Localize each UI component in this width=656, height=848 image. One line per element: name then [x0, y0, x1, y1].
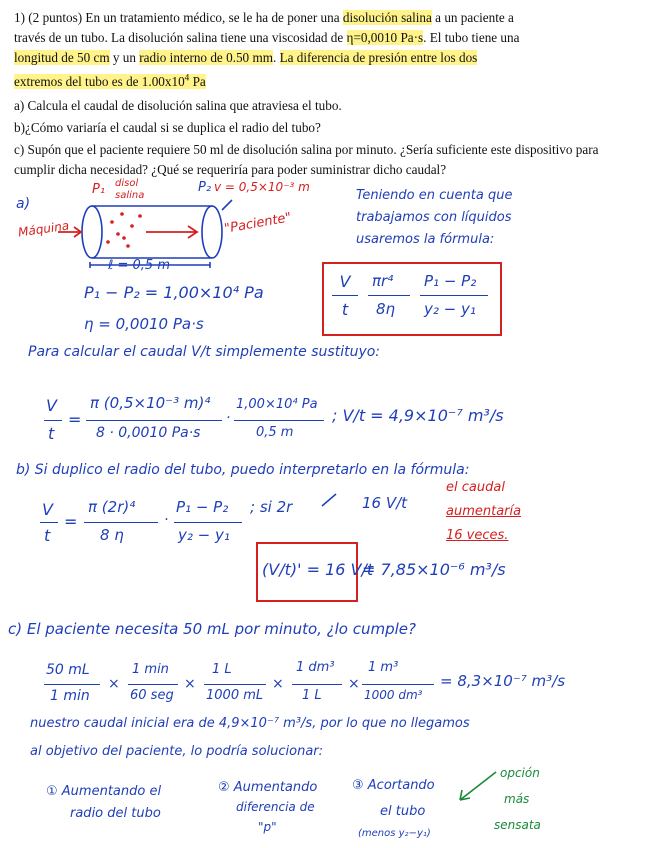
c-equals: = 8,3×10⁻⁷ m³/s — [440, 672, 566, 690]
problem-line-4: extremos del tubo es de $1.00x10^4$ Pa — [14, 73, 206, 90]
option-2-line-3: "p" — [258, 820, 277, 834]
note-line-3: usaremos la fórmula: — [356, 232, 495, 247]
c-f5-den: 1000 dm³ — [364, 688, 423, 702]
c-f5-num: 1 m³ — [368, 660, 399, 675]
option-3-line-3: (menos y₂−y₁) — [358, 828, 431, 839]
option-1-line-1: ① Aumentando el — [46, 784, 162, 799]
calc-t: t — [48, 424, 55, 443]
b-caudal-1: el caudal — [446, 480, 505, 495]
b-numerator-2: P₁ − P₂ — [176, 498, 229, 516]
green-note-3: sensata — [494, 818, 541, 832]
salina-label: salina — [115, 190, 145, 201]
pressure-difference: P₁ − P₂ = 1,00×10⁴ Pa — [84, 283, 264, 302]
formula-pir4: πr⁴ — [372, 272, 394, 290]
document-page: 1) (2 puntos) En un tratamiento médico, se le ha de poner una disolución salina a un paciente a través de un tubo. La disolución salina tiene una viscosidad de η=0,0010 Pa·s. El tubo tiene una longitud de 50 cm y un radio interno de 0.50 mm. La diferencia de presión entre los dos extremos del tubo es de $1.00x10^4$ Pa a) Calcula el caudal de disolución salina que atraviesa el tubo. b)¿Cómo variaría el caudal si se duplica el radio del tubo? c) Supón que el paciente requiere 50 ml de disolución salina por minuto. ¿Sería suficiente este dispositivo para cumplir dicha necesidad? ¿Qué se requeriría para poder suministrar dicho caudal? a) Máquina P₁ disol salina P₂ v = 0,5×10⁻³ m "Paciente" ℓ = 0,5 m P₁ − P₂ = 1,00×10⁴ Pa η = 0,0010 Pa·s Teniendo en cuenta que trabajamos con líquidos usaremos la fórmula: V t πr⁴ 8η P₁ − P₂ y₂ − y₁ Para calcular el caudal V/t simplemente sustituyo: V t = π (0,5×10⁻³ m)⁴ 8 · 0,0010 Pa·s · 1,00×10⁴ Pa 0,5 m ; V/t = 4,9×10⁻⁷ m³/s b) Si duplico el radio del tubo, puedo interpretarlo en la fórmula: V t = π (2r)⁴ 8 η · P₁ − P₂ y₂ − y₁ ; si 2r 16 V/t el caudal aumentaría 16 veces. (V/t)' = 16 V/t = 7,85×10⁻⁶ m³/s c) El paciente necesita 50 mL por minuto, ¿lo cumple? 50 mL 1 min × 1 min 60 seg × 1 L 1000 mL × 1 dm³ 1 L × 1 m³ 1000 dm³ = 8,3×10⁻⁷ m³/s nuestro caudal inicial era de 4,9×10⁻⁷ m³/s, por lo que no llegamos al objetivo del paciente, lo podría solucionar: ① Aumentando el radio del tubo ② Aumentando diferencia de "p" ③ Acortando el tubo (menos y₂−y₁) opción más sensata — [0, 0, 656, 848]
formula-8eta: 8η — [376, 300, 396, 318]
b-denominator: 8 η — [100, 526, 124, 544]
question-b: b)¿Cómo variaría el caudal si se duplica el radio del tubo? — [14, 120, 321, 136]
b-16vt: 16 V/t — [362, 494, 408, 512]
b-denominator-2: y₂ − y₁ — [178, 526, 230, 544]
b-caudal-2: aumentaría — [446, 504, 522, 519]
calc-result: ; V/t = 4,9×10⁻⁷ m³/s — [332, 406, 504, 425]
b-si-2r: ; si 2r — [250, 498, 293, 516]
c-f4-num: 1 dm³ — [296, 660, 335, 675]
calc-numerator-2: 1,00×10⁴ Pa — [236, 397, 318, 412]
maquina-label: Máquina — [17, 218, 70, 240]
b-numerator: π (2r)⁴ — [88, 498, 136, 516]
p1-label: P₁ — [92, 182, 106, 197]
formula-t: t — [341, 300, 349, 319]
note-line-1: Teniendo en cuenta que — [356, 188, 513, 203]
radius-value: v = 0,5×10⁻³ m — [214, 180, 310, 194]
c-note-1: nuestro caudal inicial era de 4,9×10⁻⁷ m³/s, por lo que no llegamos — [30, 716, 470, 731]
machine-arrow — [58, 227, 81, 237]
c-f2-num: 1 min — [132, 662, 169, 677]
length-label: ℓ = 0,5 m — [108, 258, 170, 273]
option-2-line-1: ② Aumentando — [218, 780, 318, 795]
option-1-line-2: radio del tubo — [70, 806, 161, 821]
calc-denominator-2: 0,5 m — [256, 425, 294, 440]
disol-label: disol — [115, 178, 139, 189]
c-f2-den: 60 seg — [130, 688, 174, 703]
c-f3-num: 1 L — [212, 662, 232, 677]
fluid-dots — [106, 212, 142, 248]
b-intro: b) Si duplico el radio del tubo, puedo interpretarlo en la fórmula: — [16, 462, 470, 478]
option-3-line-1: ③ Acortando — [352, 778, 435, 793]
c-f1-den: 1 min — [50, 688, 90, 704]
calc-numerator: π (0,5×10⁻³ m)⁴ — [90, 394, 211, 412]
b-box-content: (V/t)' = 16 V/t — [262, 560, 374, 579]
calc-denominator: 8 · 0,0010 Pa·s — [96, 425, 201, 441]
option-2-line-2: diferencia de — [236, 800, 315, 814]
formula-dp: P₁ − P₂ — [424, 272, 477, 290]
green-note-2: más — [504, 792, 530, 806]
green-note-1: opción — [500, 766, 540, 780]
viscosity-value: η = 0,0010 Pa·s — [84, 315, 204, 333]
flow-arrow — [146, 226, 197, 238]
b-result: = 7,85×10⁻⁶ m³/s — [362, 560, 506, 579]
tube-left-end — [82, 206, 102, 258]
b-arrow — [322, 494, 336, 506]
question-a: a) Calcula el caudal de disolución salina que atraviesa el tubo. — [14, 98, 342, 114]
calc-intro: Para calcular el caudal V/t simplemente sustituyo: — [28, 344, 381, 360]
paciente-label: "Paciente" — [223, 210, 293, 237]
problem-line-2: través de un tubo. La disolución salina tiene una viscosidad de η=0,0010 Pa·s. El tubo tiene una — [14, 30, 520, 45]
b-caudal-3: 16 veces. — [446, 528, 509, 543]
p2-label: P₂ — [198, 180, 212, 195]
formula-v: V — [339, 272, 351, 291]
formula-dy: y₂ − y₁ — [424, 300, 476, 318]
note-line-2: trabajamos con líquidos — [356, 210, 512, 225]
problem-line-1: 1) (2 puntos) En un tratamiento médico, se le ha de poner una disolución salina a un paciente a — [14, 10, 514, 25]
tube-right-end — [202, 206, 222, 258]
c-f4-den: 1 L — [302, 688, 322, 703]
option-3-line-2: el tubo — [380, 804, 426, 819]
part-a-label: a) — [16, 196, 31, 212]
green-arrow — [460, 772, 496, 800]
c-intro: c) El paciente necesita 50 mL por minuto, ¿lo cumple? — [8, 620, 416, 638]
problem-line-3: longitud de 50 cm y un radio interno de 0.50 mm. La diferencia de presión entre los dos — [14, 50, 478, 65]
question-c: c) Supón que el paciente requiere 50 ml de disolución salina por minuto. ¿Sería suficiente este dispositivo para cumplir dicha necesidad? ¿Qué se requeriría para poder suministrar dicho caudal? — [14, 142, 599, 178]
c-f1-num: 50 mL — [46, 662, 90, 678]
calc-v: V — [46, 396, 57, 415]
c-note-2: al objetivo del paciente, lo podría solucionar: — [30, 744, 324, 759]
radius-pointer — [222, 200, 232, 210]
c-f3-den: 1000 mL — [206, 688, 264, 703]
